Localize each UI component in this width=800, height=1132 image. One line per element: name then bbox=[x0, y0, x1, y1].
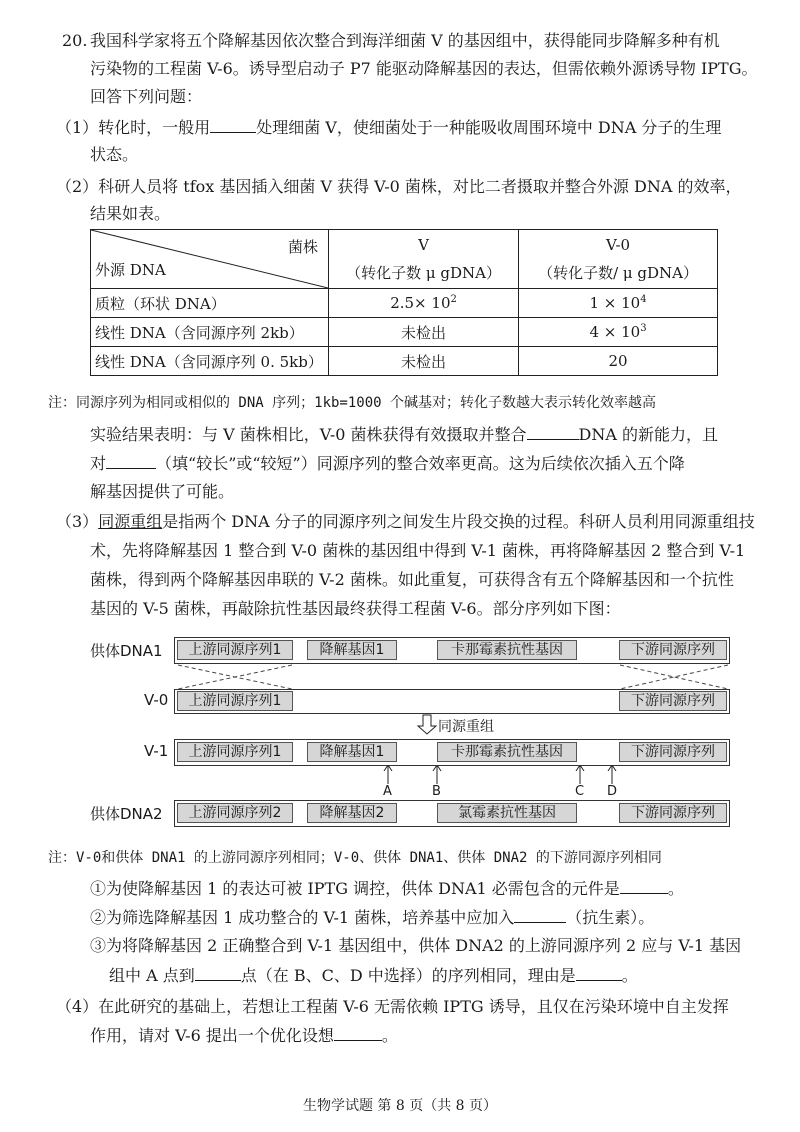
point-b-label: B bbox=[432, 784, 441, 799]
q20-number: 20. bbox=[62, 31, 88, 50]
segment-gene-2: 降解基因2 bbox=[307, 803, 397, 823]
part4-line2 bbox=[90, 1024, 398, 1047]
part2-line1: （2）科研人员将 tfox 基因插入细菌 V 获得 V-0 菌株，对比二者摄取并整合外源 DNA 的效率， bbox=[56, 177, 742, 196]
cell-v-value: 未检出 bbox=[401, 323, 447, 342]
sub3-text-b: 点（在 B、C、D 中选择）的序列相同，理由是 bbox=[240, 966, 576, 985]
cell-v0-exp: 3 bbox=[640, 323, 647, 334]
intro-line-2: 污染物的工程菌 V-6。诱导型启动子 P7 能驱动降解基因的表达，但需依赖外源诱导物 IPTG。 bbox=[90, 59, 758, 78]
col-v0-name: V-0 bbox=[605, 235, 631, 254]
segment-downstream: 下游同源序列 bbox=[619, 742, 727, 762]
part3-line3: 菌株，得到两个降解基因串联的 V-2 菌株。如此重复，可获得含有五个降解基因和一个抗性 bbox=[90, 570, 734, 589]
part4-line1: （4）在此研究的基础上，若想让工程菌 V-6 无需依赖 IPTG 诱导，且仅在污染环境中自主发挥 bbox=[56, 997, 729, 1016]
intro-line-3: 回答下列问题： bbox=[90, 87, 203, 106]
part3-line4: 基因的 V-5 菌株，再敲除抗性基因最终获得工程菌 V-6。部分序列如下图： bbox=[90, 599, 621, 618]
conclusion-text-b: DNA 的新能力，且 bbox=[578, 425, 718, 444]
conclusion-text-d: （填“较长”或“较短”）同源序列的整合效率更高。这为后续依次插入五个降 bbox=[156, 454, 685, 473]
sub-question-2 bbox=[90, 906, 654, 929]
v1-bar bbox=[174, 739, 730, 766]
cell-v-value: 未检出 bbox=[401, 352, 447, 371]
cell-v-exp: 2 bbox=[450, 294, 457, 305]
sub1-text: ①为使降解基因 1 的表达可被 IPTG 调控，供体 DNA1 必需包含的元件是 bbox=[90, 879, 620, 898]
answer-blank-4[interactable] bbox=[620, 877, 668, 894]
donor-dna2-bar bbox=[174, 800, 730, 827]
part2-line2: 结果如表。 bbox=[90, 204, 171, 223]
row-label-donor1: 供体DNA1 bbox=[90, 642, 163, 660]
sub-question-1 bbox=[90, 877, 684, 900]
segment-chloramphenicol: 氯霉素抗性基因 bbox=[437, 803, 577, 823]
corner-strain-label: 菌株 bbox=[287, 238, 318, 256]
conclusion-text-a: 实验结果表明：与 V 菌株相比，V-0 菌株获得有效摄取并整合 bbox=[90, 425, 527, 444]
sub-question-3-line1: ③为将降解基因 2 正确整合到 V-1 基因组中，供体 DNA2 的上游同源序列 2 应与 V-1 基因 bbox=[90, 936, 742, 955]
segment-kanamycin: 卡那霉素抗性基因 bbox=[437, 640, 577, 660]
sub2-end: （抗生素）。 bbox=[566, 908, 655, 927]
sub3-text-a: 组中 A 点到 bbox=[109, 966, 195, 985]
part1-text-a: （1）转化时，一般用 bbox=[56, 118, 211, 137]
answer-blank-7[interactable] bbox=[576, 964, 622, 981]
part2-conclusion-3: 解基因提供了可能。 bbox=[90, 482, 235, 501]
conclusion-text-c: 对 bbox=[90, 454, 107, 473]
cell-v-value: 2.5× 10 bbox=[390, 294, 451, 312]
part4-text: 作用，请对 V-6 提出一个优化设想 bbox=[90, 1026, 334, 1045]
segment-downstream: 下游同源序列 bbox=[619, 803, 727, 823]
answer-blank-6[interactable] bbox=[195, 964, 241, 981]
intro-line-1: 我国科学家将五个降解基因依次整合到海洋细菌 V 的基因组中，获得能同步降解多种有机 bbox=[90, 31, 720, 50]
diagram-note: 注：V-0和供体 DNA1 的上游同源序列相同；V-0、供体 DNA1、供体 DNA2 的下游同源序列相同 bbox=[48, 850, 662, 866]
part4-end: 。 bbox=[381, 1026, 398, 1045]
segment-kanamycin: 卡那霉素抗性基因 bbox=[437, 742, 577, 762]
page-footer: 生物学试题 第 8 页（共 8 页） bbox=[302, 1098, 498, 1114]
cell-v0-exp: 4 bbox=[640, 294, 647, 305]
segment-upstream-1: 上游同源序列1 bbox=[177, 640, 293, 660]
segment-downstream: 下游同源序列 bbox=[619, 640, 727, 660]
part1-text-b: 处理细菌 V，使细菌处于一种能吸收周围环境中 DNA 分子的生理 bbox=[256, 118, 722, 137]
point-a-label: A bbox=[383, 784, 392, 799]
term-homologous-recombination: 同源重组 bbox=[98, 512, 163, 531]
part3-text-a: 是指两个 DNA 分子的同源序列之间发生片段交换的过程。科研人员利用同源重组技 bbox=[162, 512, 755, 531]
segment-gene-1: 降解基因1 bbox=[307, 640, 397, 660]
corner-dna-label: 外源 DNA bbox=[95, 261, 166, 279]
table-note: 注：同源序列为相同或相似的 DNA 序列；1kb=1000 个碱基对；转化子数越大表示转化效率越高 bbox=[48, 395, 656, 411]
part1-line2: 状态。 bbox=[90, 145, 139, 164]
col-v-name: V bbox=[418, 235, 429, 254]
sub-question-3-line2 bbox=[109, 964, 638, 987]
segment-gene-1: 降解基因1 bbox=[307, 742, 397, 762]
point-d-label: D bbox=[607, 784, 618, 799]
segment-upstream-2: 上游同源序列2 bbox=[177, 803, 293, 823]
row-label: 线性 DNA（含同源序列 2kb） bbox=[91, 318, 329, 347]
row-label: 质粒（环状 DNA） bbox=[91, 289, 329, 318]
cell-v0-value: 4 × 10 bbox=[589, 323, 641, 341]
segment-upstream-1: 上游同源序列1 bbox=[177, 691, 293, 711]
cell-v0-value: 20 bbox=[608, 352, 628, 370]
segment-upstream-1: 上游同源序列1 bbox=[177, 742, 293, 762]
col-v-unit: （转化子数 μ gDNA） bbox=[346, 263, 501, 282]
sub2-text: ②为筛选降解基因 1 成功整合的 V-1 菌株，培养基中应加入 bbox=[90, 908, 515, 927]
cell-v0-value: 1 × 10 bbox=[589, 294, 641, 312]
answer-blank-8[interactable] bbox=[334, 1024, 382, 1041]
sub3-end: 。 bbox=[621, 966, 638, 985]
v0-bar bbox=[174, 689, 730, 714]
answer-blank-5[interactable] bbox=[514, 906, 566, 923]
row-label-donor2: 供体DNA2 bbox=[90, 805, 163, 823]
row-label-v0: V-0 bbox=[144, 691, 169, 709]
row-label: 线性 DNA（含同源序列 0. 5kb） bbox=[91, 347, 329, 376]
row-label-v1: V-1 bbox=[144, 742, 169, 760]
sub1-end: 。 bbox=[667, 879, 684, 898]
segment-downstream: 下游同源序列 bbox=[619, 691, 727, 711]
part3-line2: 术，先将降解基因 1 整合到 V-0 菌株的基因组中得到 V-1 菌株，再将降解基因 2 整合到 V-1 bbox=[90, 541, 746, 560]
col-v0-unit: （转化子数/ μ gDNA） bbox=[538, 263, 698, 282]
part3-prefix: （3） bbox=[56, 512, 99, 531]
recombination-label: 同源重组 bbox=[438, 719, 494, 735]
point-c-label: C bbox=[575, 784, 585, 799]
